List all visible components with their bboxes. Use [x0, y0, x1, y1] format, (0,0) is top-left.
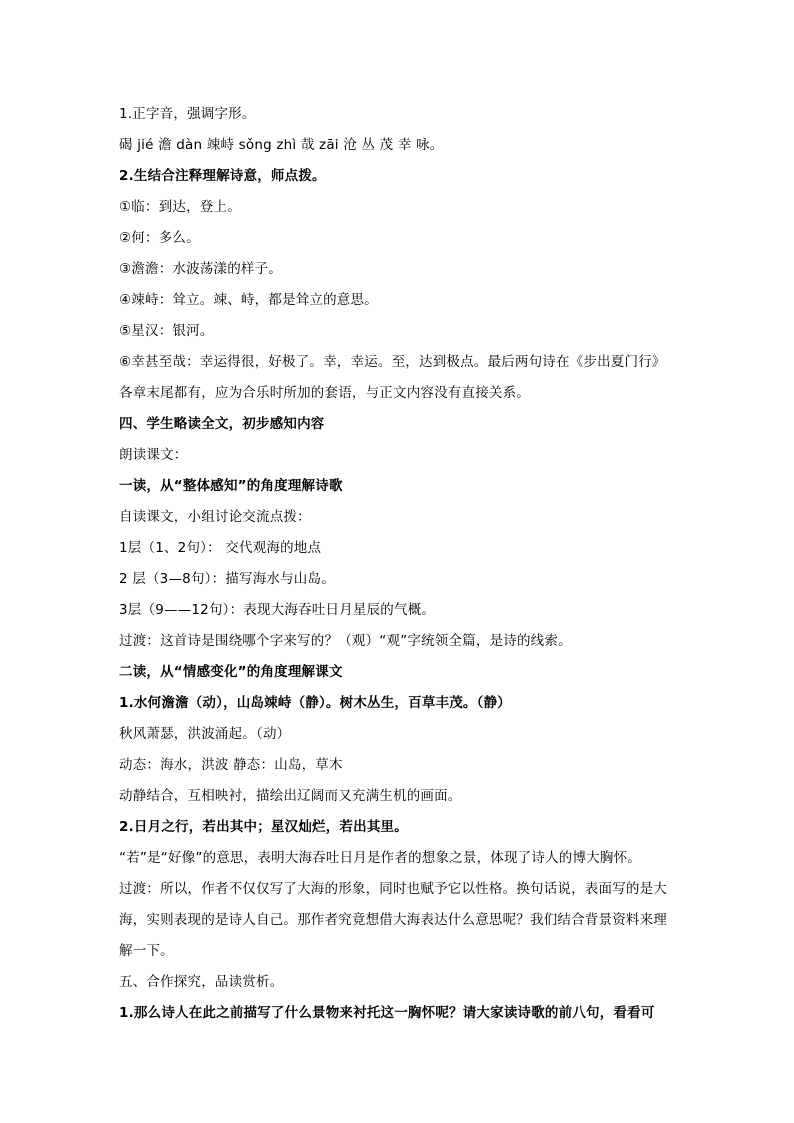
text-line-2: 碣 jié 澹 dàn 竦峙 sǒng zhì 哉 zāi 沧 丛 茂 幸 咏。 — [119, 137, 444, 153]
text-line-3: 2.生结合注释理解诗意，师点拨。 — [119, 168, 326, 184]
text-line-13: 一读，从“整体感知”的角度理解诗歌 — [119, 478, 343, 494]
text-line-22: 动态：海水，洪波 静态：山岛，草木 — [119, 757, 343, 773]
text-line-18: 过渡：这首诗是围绕哪个字来写的？（观）“观”字统领全篇，是诗的线索。 — [119, 633, 572, 649]
text-line-27: 海，实则表现的是诗人自己。那作者究竟想借大海表达什么意思呢？我们结合背景资料来理 — [119, 912, 667, 928]
text-line-25: “若”是“好像”的意思，表明大海吞吐日月是作者的想象之景，体现了诗人的博大胸怀。 — [119, 850, 641, 866]
text-line-16: 2 层（3—8句）：描写海水与山岛。 — [119, 571, 335, 587]
text-line-1: 1.正字音，强调字形。 — [119, 106, 256, 122]
text-line-9: ⑥幸甚至哉：幸运得很，好极了。幸，幸运。至，达到极点。最后两句诗在《步出夏门行》 — [119, 354, 666, 370]
text-line-4: ①临：到达，登上。 — [119, 199, 241, 215]
text-line-6: ③澹澹：水波荡漾的样子。 — [119, 261, 283, 277]
text-line-21: 秋风萧瑟，洪波涌起。（动） — [119, 726, 291, 742]
text-line-11: 四、学生略读全文，初步感知内容 — [119, 416, 325, 432]
text-line-19: 二读，从“情感变化”的角度理解课文 — [119, 664, 343, 680]
text-line-17: 3层（9——12句）：表现大海吞吐日月星辰的气概。 — [119, 602, 436, 618]
text-line-8: ⑤星汉：银河。 — [119, 323, 214, 339]
text-line-30: 1.那么诗人在此之前描写了什么景物来衬托这一胸怀呢？请大家读诗歌的前八句，看看可 — [119, 1005, 655, 1021]
text-line-26: 过渡：所以，作者不仅仅写了大海的形象，同时也赋予它以性格。换句话说，表面写的是大 — [119, 881, 667, 897]
text-line-5: ②何：多么。 — [119, 230, 200, 246]
text-line-7: ④竦峙：耸立。竦、峙，都是耸立的意思。 — [119, 292, 378, 308]
text-line-10: 各章末尾都有，应为合乐时所加的套语，与正文内容没有直接关系。 — [119, 385, 530, 401]
text-line-23: 动静结合，互相映衬，描绘出辽阔而又充满生机的画面。 — [119, 788, 462, 804]
text-line-20: 1.水何澹澹（动），山岛竦峙（静）。树木丛生，百草丰茂。（静） — [119, 695, 511, 711]
text-line-24: 2.日月之行，若出其中；星汉灿烂，若出其里。 — [119, 819, 408, 835]
text-line-29: 五、合作探究，品读赏析。 — [119, 974, 284, 990]
text-line-28: 解一下。 — [119, 943, 174, 959]
text-line-15: 1层（1、2句）： 交代观海的地点 — [119, 540, 322, 556]
text-line-12: 朗读课文： — [119, 447, 188, 463]
text-line-14: 自读课文，小组讨论交流点拨： — [119, 509, 311, 525]
